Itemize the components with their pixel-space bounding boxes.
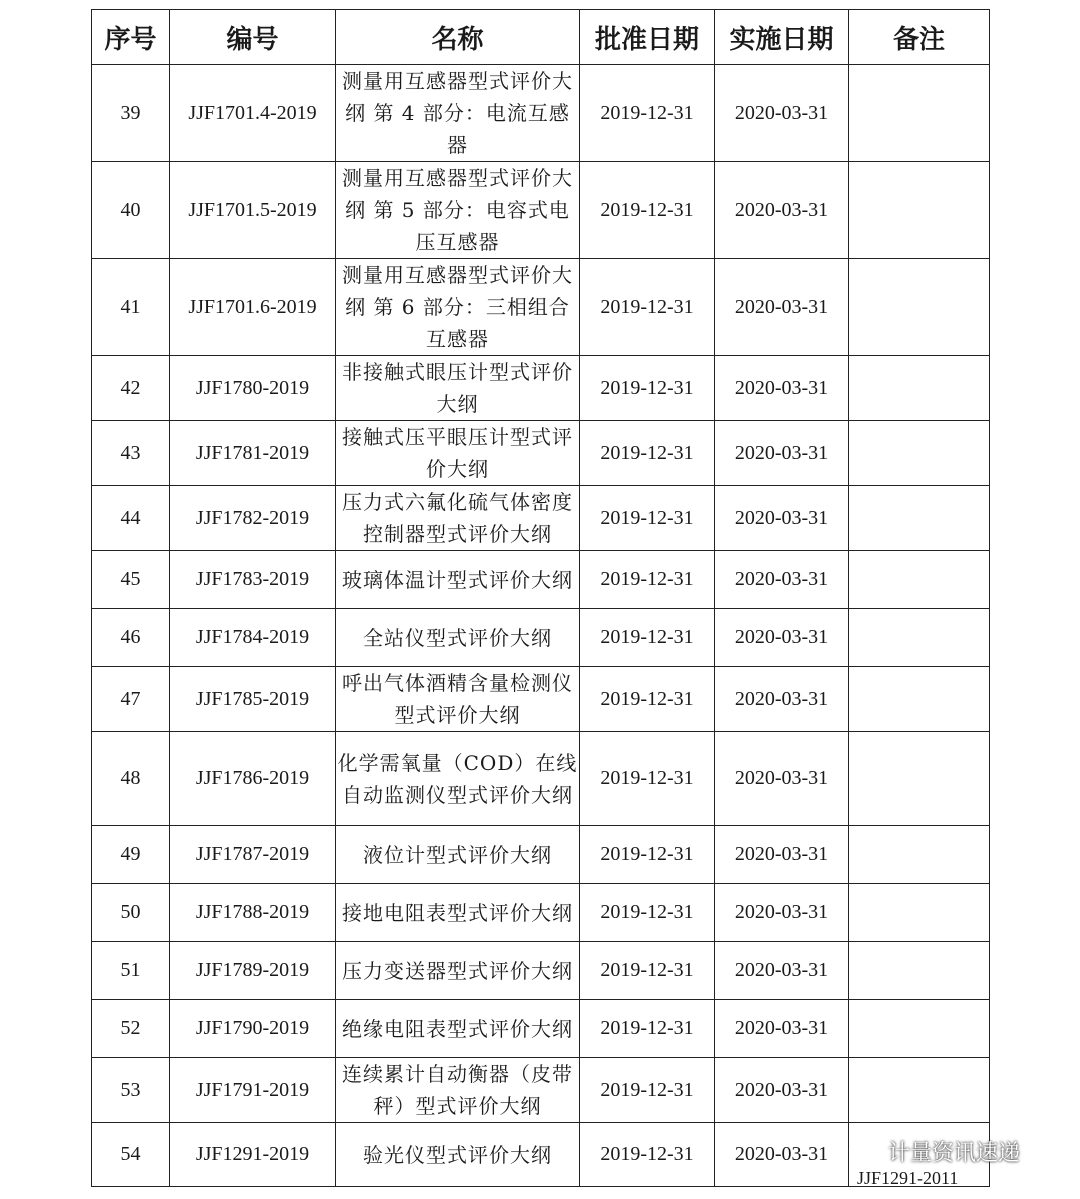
approve-date-cell: 2019-12-31 xyxy=(580,667,715,732)
code-cell: JJF1788-2019 xyxy=(170,884,336,942)
table-row xyxy=(92,667,990,732)
table-row xyxy=(92,609,990,667)
code-cell: JJF1783-2019 xyxy=(170,551,336,609)
approve-date-cell: 2019-12-31 xyxy=(580,826,715,884)
approve-date-cell: 2019-12-31 xyxy=(580,162,715,259)
name-cell: 连续累计自动衡器（皮带秤）型式评价大纲 xyxy=(336,1058,580,1123)
effective-date-cell: 2020-03-31 xyxy=(715,732,849,826)
effective-date-cell: 2020-03-31 xyxy=(715,65,849,162)
name-cell: 验光仪型式评价大纲 xyxy=(336,1123,580,1187)
header-approve-date: 批准日期 xyxy=(580,10,715,65)
code-cell: JJF1785-2019 xyxy=(170,667,336,732)
table-row xyxy=(92,1000,990,1058)
approve-date-cell: 2019-12-31 xyxy=(580,421,715,486)
effective-date-cell: 2020-03-31 xyxy=(715,609,849,667)
effective-date-cell: 2020-03-31 xyxy=(715,259,849,356)
table-row xyxy=(92,1058,990,1123)
code-cell: JJF1791-2019 xyxy=(170,1058,336,1123)
approve-date-cell: 2019-12-31 xyxy=(580,356,715,421)
effective-date-cell: 2020-03-31 xyxy=(715,826,849,884)
name-cell: 呼出气体酒精含量检测仪型式评价大纲 xyxy=(336,667,580,732)
approve-date-cell: 2019-12-31 xyxy=(580,609,715,667)
approve-date-cell: 2019-12-31 xyxy=(580,732,715,826)
serial-cell: 45 xyxy=(92,551,170,609)
approve-date-cell: 2019-12-31 xyxy=(580,1058,715,1123)
approve-date-cell: 2019-12-31 xyxy=(580,884,715,942)
table-row xyxy=(92,356,990,421)
code-cell: JJF1784-2019 xyxy=(170,609,336,667)
table-row xyxy=(92,162,990,259)
remark-cell xyxy=(849,356,990,421)
table-row xyxy=(92,826,990,884)
code-cell: JJF1787-2019 xyxy=(170,826,336,884)
effective-date-cell: 2020-03-31 xyxy=(715,486,849,551)
effective-date-cell: 2020-03-31 xyxy=(715,667,849,732)
serial-cell: 41 xyxy=(92,259,170,356)
serial-cell: 44 xyxy=(92,486,170,551)
header-name: 名称 xyxy=(336,10,580,65)
name-cell: 接触式压平眼压计型式评价大纲 xyxy=(336,421,580,486)
remark-cell xyxy=(849,162,990,259)
remark-cell xyxy=(849,884,990,942)
name-cell: 接地电阻表型式评价大纲 xyxy=(336,884,580,942)
serial-cell: 39 xyxy=(92,65,170,162)
name-cell: 液位计型式评价大纲 xyxy=(336,826,580,884)
remark-cell xyxy=(849,65,990,162)
header-serial: 序号 xyxy=(92,10,170,65)
header-effective-date: 实施日期 xyxy=(715,10,849,65)
remark-cell xyxy=(849,732,990,826)
approve-date-cell: 2019-12-31 xyxy=(580,1123,715,1187)
code-cell: JJF1786-2019 xyxy=(170,732,336,826)
remark-cell xyxy=(849,259,990,356)
header-remark: 备注 xyxy=(849,10,990,65)
replaced-standard-note: JJF1291-2011 xyxy=(857,1168,959,1188)
name-cell: 化学需氧量（COD）在线自动监测仪型式评价大纲 xyxy=(336,732,580,826)
code-cell: JJF1701.4-2019 xyxy=(170,65,336,162)
name-cell: 压力式六氟化硫气体密度控制器型式评价大纲 xyxy=(336,486,580,551)
table-row xyxy=(92,421,990,486)
serial-cell: 49 xyxy=(92,826,170,884)
effective-date-cell: 2020-03-31 xyxy=(715,942,849,1000)
serial-cell: 46 xyxy=(92,609,170,667)
code-cell: JJF1291-2019 xyxy=(170,1123,336,1187)
standards-table xyxy=(91,9,990,1187)
table-row xyxy=(92,259,990,356)
serial-cell: 53 xyxy=(92,1058,170,1123)
serial-cell: 48 xyxy=(92,732,170,826)
approve-date-cell: 2019-12-31 xyxy=(580,1000,715,1058)
name-cell: 非接触式眼压计型式评价大纲 xyxy=(336,356,580,421)
remark-cell xyxy=(849,421,990,486)
name-cell: 绝缘电阻表型式评价大纲 xyxy=(336,1000,580,1058)
serial-cell: 51 xyxy=(92,942,170,1000)
name-cell: 全站仪型式评价大纲 xyxy=(336,609,580,667)
wechat-official-account-icon xyxy=(848,1138,882,1166)
effective-date-cell: 2020-03-31 xyxy=(715,884,849,942)
serial-cell: 54 xyxy=(92,1123,170,1187)
approve-date-cell: 2019-12-31 xyxy=(580,65,715,162)
table-header-row xyxy=(92,10,990,65)
approve-date-cell: 2019-12-31 xyxy=(580,259,715,356)
effective-date-cell: 2020-03-31 xyxy=(715,162,849,259)
remark-cell xyxy=(849,609,990,667)
code-cell: JJF1790-2019 xyxy=(170,1000,336,1058)
table-row xyxy=(92,884,990,942)
approve-date-cell: 2019-12-31 xyxy=(580,486,715,551)
code-cell: JJF1789-2019 xyxy=(170,942,336,1000)
remark-cell xyxy=(849,486,990,551)
approve-date-cell: 2019-12-31 xyxy=(580,942,715,1000)
code-cell: JJF1780-2019 xyxy=(170,356,336,421)
remark-cell xyxy=(849,667,990,732)
name-cell: 测量用互感器型式评价大纲 第 4 部分：电流互感器 xyxy=(336,65,580,162)
table-row xyxy=(92,942,990,1000)
remark-cell xyxy=(849,826,990,884)
code-cell: JJF1781-2019 xyxy=(170,421,336,486)
header-code: 编号 xyxy=(170,10,336,65)
serial-cell: 40 xyxy=(92,162,170,259)
effective-date-cell: 2020-03-31 xyxy=(715,421,849,486)
name-cell: 玻璃体温计型式评价大纲 xyxy=(336,551,580,609)
table-row xyxy=(92,732,990,826)
table-row xyxy=(92,551,990,609)
remark-cell xyxy=(849,1058,990,1123)
serial-cell: 42 xyxy=(92,356,170,421)
effective-date-cell: 2020-03-31 xyxy=(715,1123,849,1187)
code-cell: JJF1701.5-2019 xyxy=(170,162,336,259)
serial-cell: 43 xyxy=(92,421,170,486)
name-cell: 测量用互感器型式评价大纲 第 5 部分：电容式电压互感器 xyxy=(336,162,580,259)
watermark xyxy=(848,1136,1020,1167)
table-row xyxy=(92,486,990,551)
remark-cell xyxy=(849,1000,990,1058)
effective-date-cell: 2020-03-31 xyxy=(715,1000,849,1058)
name-cell: 压力变送器型式评价大纲 xyxy=(336,942,580,1000)
remark-cell xyxy=(849,942,990,1000)
table-row xyxy=(92,65,990,162)
serial-cell: 47 xyxy=(92,667,170,732)
effective-date-cell: 2020-03-31 xyxy=(715,356,849,421)
code-cell: JJF1701.6-2019 xyxy=(170,259,336,356)
watermark-text: 计量资讯速递 xyxy=(888,1141,1021,1166)
serial-cell: 50 xyxy=(92,884,170,942)
effective-date-cell: 2020-03-31 xyxy=(715,1058,849,1123)
serial-cell: 52 xyxy=(92,1000,170,1058)
code-cell: JJF1782-2019 xyxy=(170,486,336,551)
approve-date-cell: 2019-12-31 xyxy=(580,551,715,609)
name-cell: 测量用互感器型式评价大纲 第 6 部分：三相组合互感器 xyxy=(336,259,580,356)
effective-date-cell: 2020-03-31 xyxy=(715,551,849,609)
remark-cell xyxy=(849,551,990,609)
